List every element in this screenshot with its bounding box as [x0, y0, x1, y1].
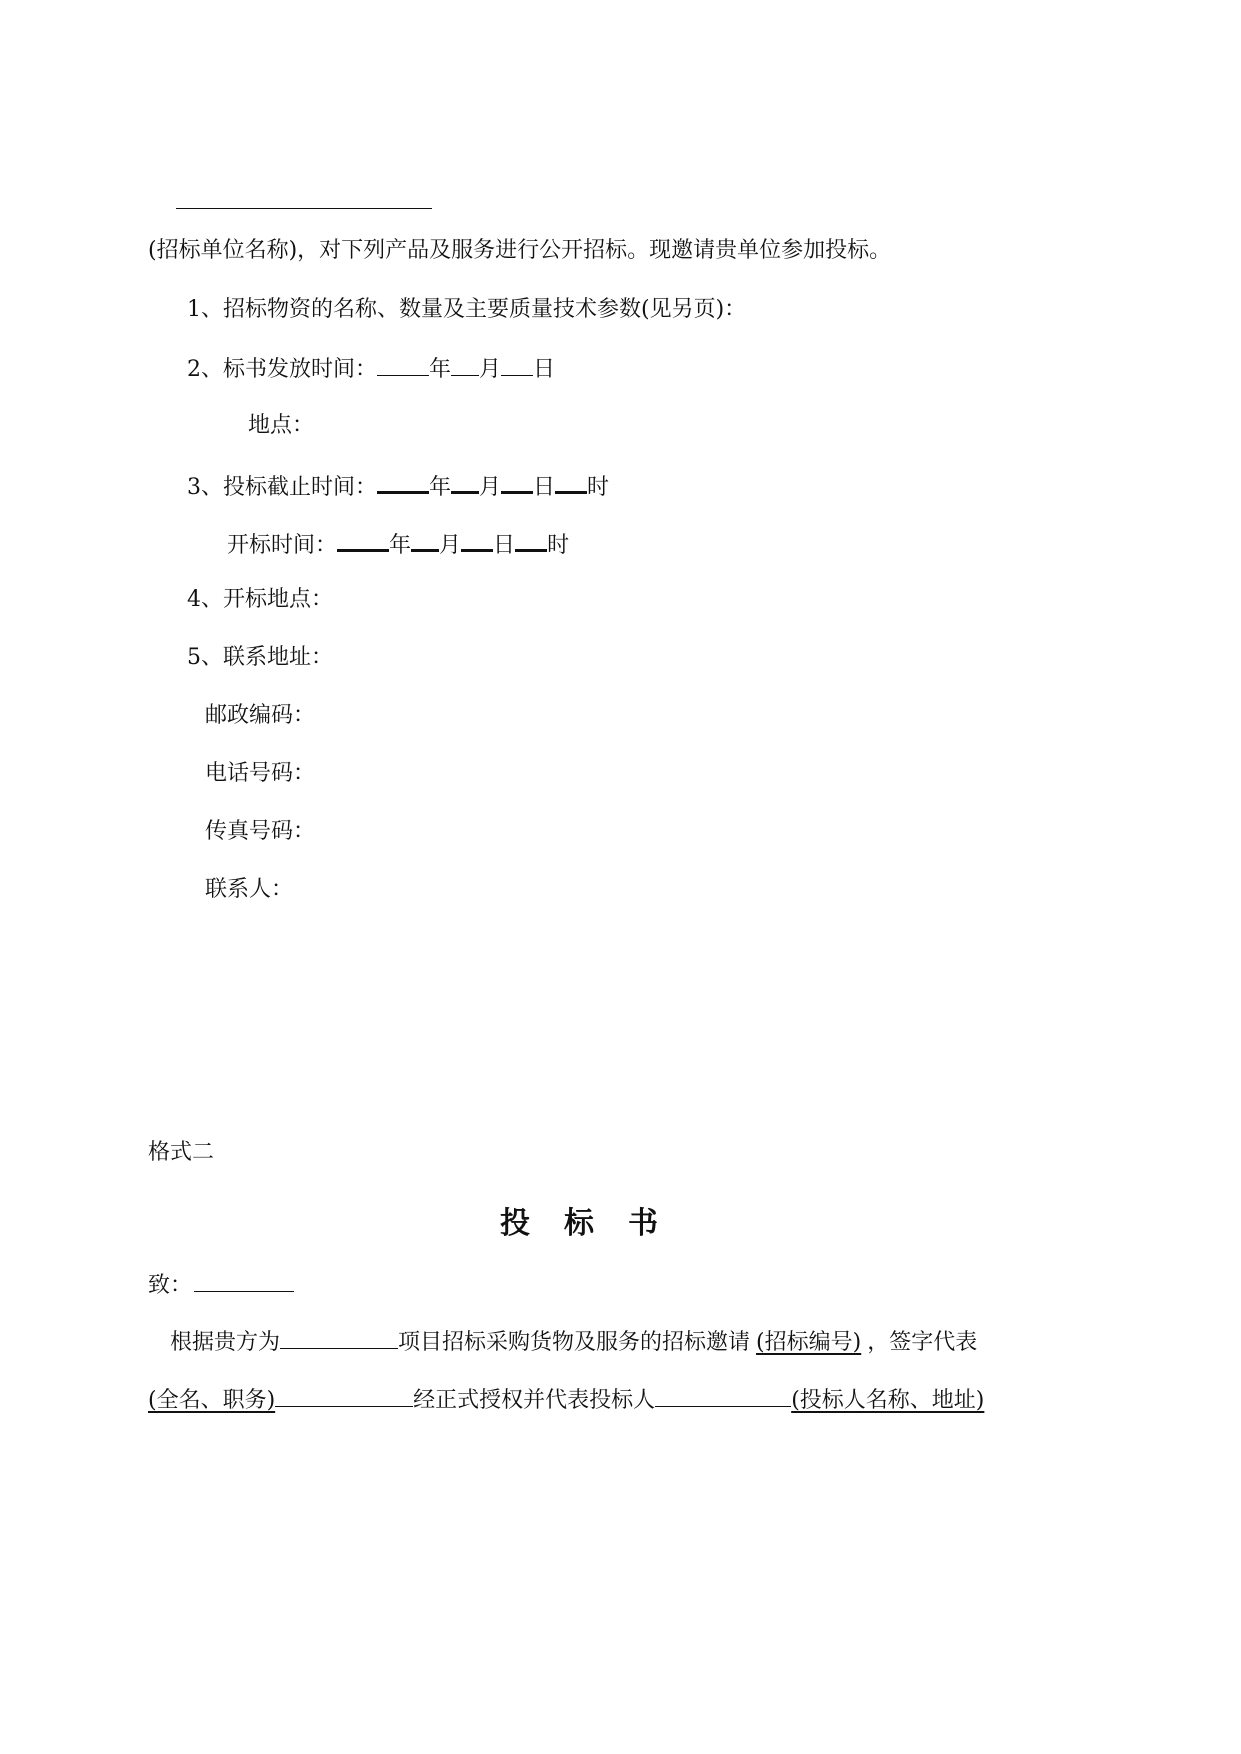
opening-hour-blank[interactable]	[515, 527, 547, 552]
signatory-name-field[interactable]: (全名、职务)	[148, 1388, 276, 1413]
item-4: 4、开标地点：	[187, 587, 333, 612]
project-blank[interactable]	[280, 1326, 398, 1349]
day-unit: 日	[533, 475, 556, 500]
month-unit: 月	[479, 475, 502, 500]
day-unit: 日	[533, 357, 556, 382]
year-unit: 年	[429, 357, 452, 382]
year-unit: 年	[389, 533, 412, 558]
issue-year-blank[interactable]	[377, 353, 429, 376]
item-2-place: 地点：	[248, 413, 315, 438]
bidder-name-address-field[interactable]: (投标人名称、地址)	[791, 1388, 985, 1413]
postal-code-label: 邮政编码：	[205, 703, 316, 728]
hour-unit: 时	[547, 533, 570, 558]
title-char-1: 投	[500, 1206, 530, 1241]
item-1: 1、招标物资的名称、数量及主要质量技术参数(见另页)：	[187, 297, 747, 322]
bidder-blank[interactable]	[655, 1384, 791, 1407]
fax-label: 传真号码：	[205, 819, 316, 844]
format-label: 格式二	[148, 1140, 215, 1165]
para-text: ，签字代表	[867, 1330, 978, 1355]
to-line	[148, 1269, 294, 1301]
page-title	[483, 1198, 675, 1242]
para-text: 经正式授权并代表投标人	[413, 1388, 656, 1413]
title-char-2: 标	[564, 1206, 594, 1241]
opening-day-blank[interactable]	[461, 527, 493, 552]
para-line-2	[148, 1384, 984, 1416]
item-3	[187, 469, 609, 503]
deadline-month-blank[interactable]	[451, 469, 479, 494]
opening-time-label: 开标时间：	[227, 533, 338, 558]
para-text: 项目招标采购货物及服务的招标邀请	[398, 1330, 751, 1355]
tender-number-field[interactable]: (招标编号)	[756, 1330, 862, 1355]
deadline-hour-blank[interactable]	[555, 469, 587, 494]
item-3-label: 3、投标截止时间：	[187, 475, 377, 500]
contact-label: 联系人：	[205, 877, 294, 902]
item-2-label: 2、标书发放时间：	[187, 357, 377, 382]
month-unit: 月	[479, 357, 502, 382]
month-unit: 月	[439, 533, 462, 558]
signatory-blank[interactable]	[275, 1384, 413, 1407]
intro-line: (招标单位名称)，对下列产品及服务进行公开招标。现邀请贵单位参加投标。	[148, 238, 892, 263]
opening-time	[227, 527, 569, 561]
para-text: 根据贵方为	[170, 1330, 281, 1355]
item-2	[187, 353, 555, 385]
deadline-year-blank[interactable]	[377, 469, 429, 494]
para-line-1	[170, 1326, 977, 1358]
to-label: 致：	[148, 1273, 193, 1298]
issue-month-blank[interactable]	[451, 353, 479, 376]
issue-day-blank[interactable]	[501, 353, 533, 376]
title-char-3: 书	[628, 1206, 658, 1241]
recipient-blank[interactable]	[194, 1269, 294, 1292]
opening-year-blank[interactable]	[337, 527, 389, 552]
phone-label: 电话号码：	[205, 761, 316, 786]
day-unit: 日	[493, 533, 516, 558]
year-unit: 年	[429, 475, 452, 500]
hour-unit: 时	[587, 475, 610, 500]
unit-name-blank[interactable]	[176, 208, 432, 209]
opening-month-blank[interactable]	[411, 527, 439, 552]
item-5: 5、联系地址：	[187, 645, 333, 670]
deadline-day-blank[interactable]	[501, 469, 533, 494]
